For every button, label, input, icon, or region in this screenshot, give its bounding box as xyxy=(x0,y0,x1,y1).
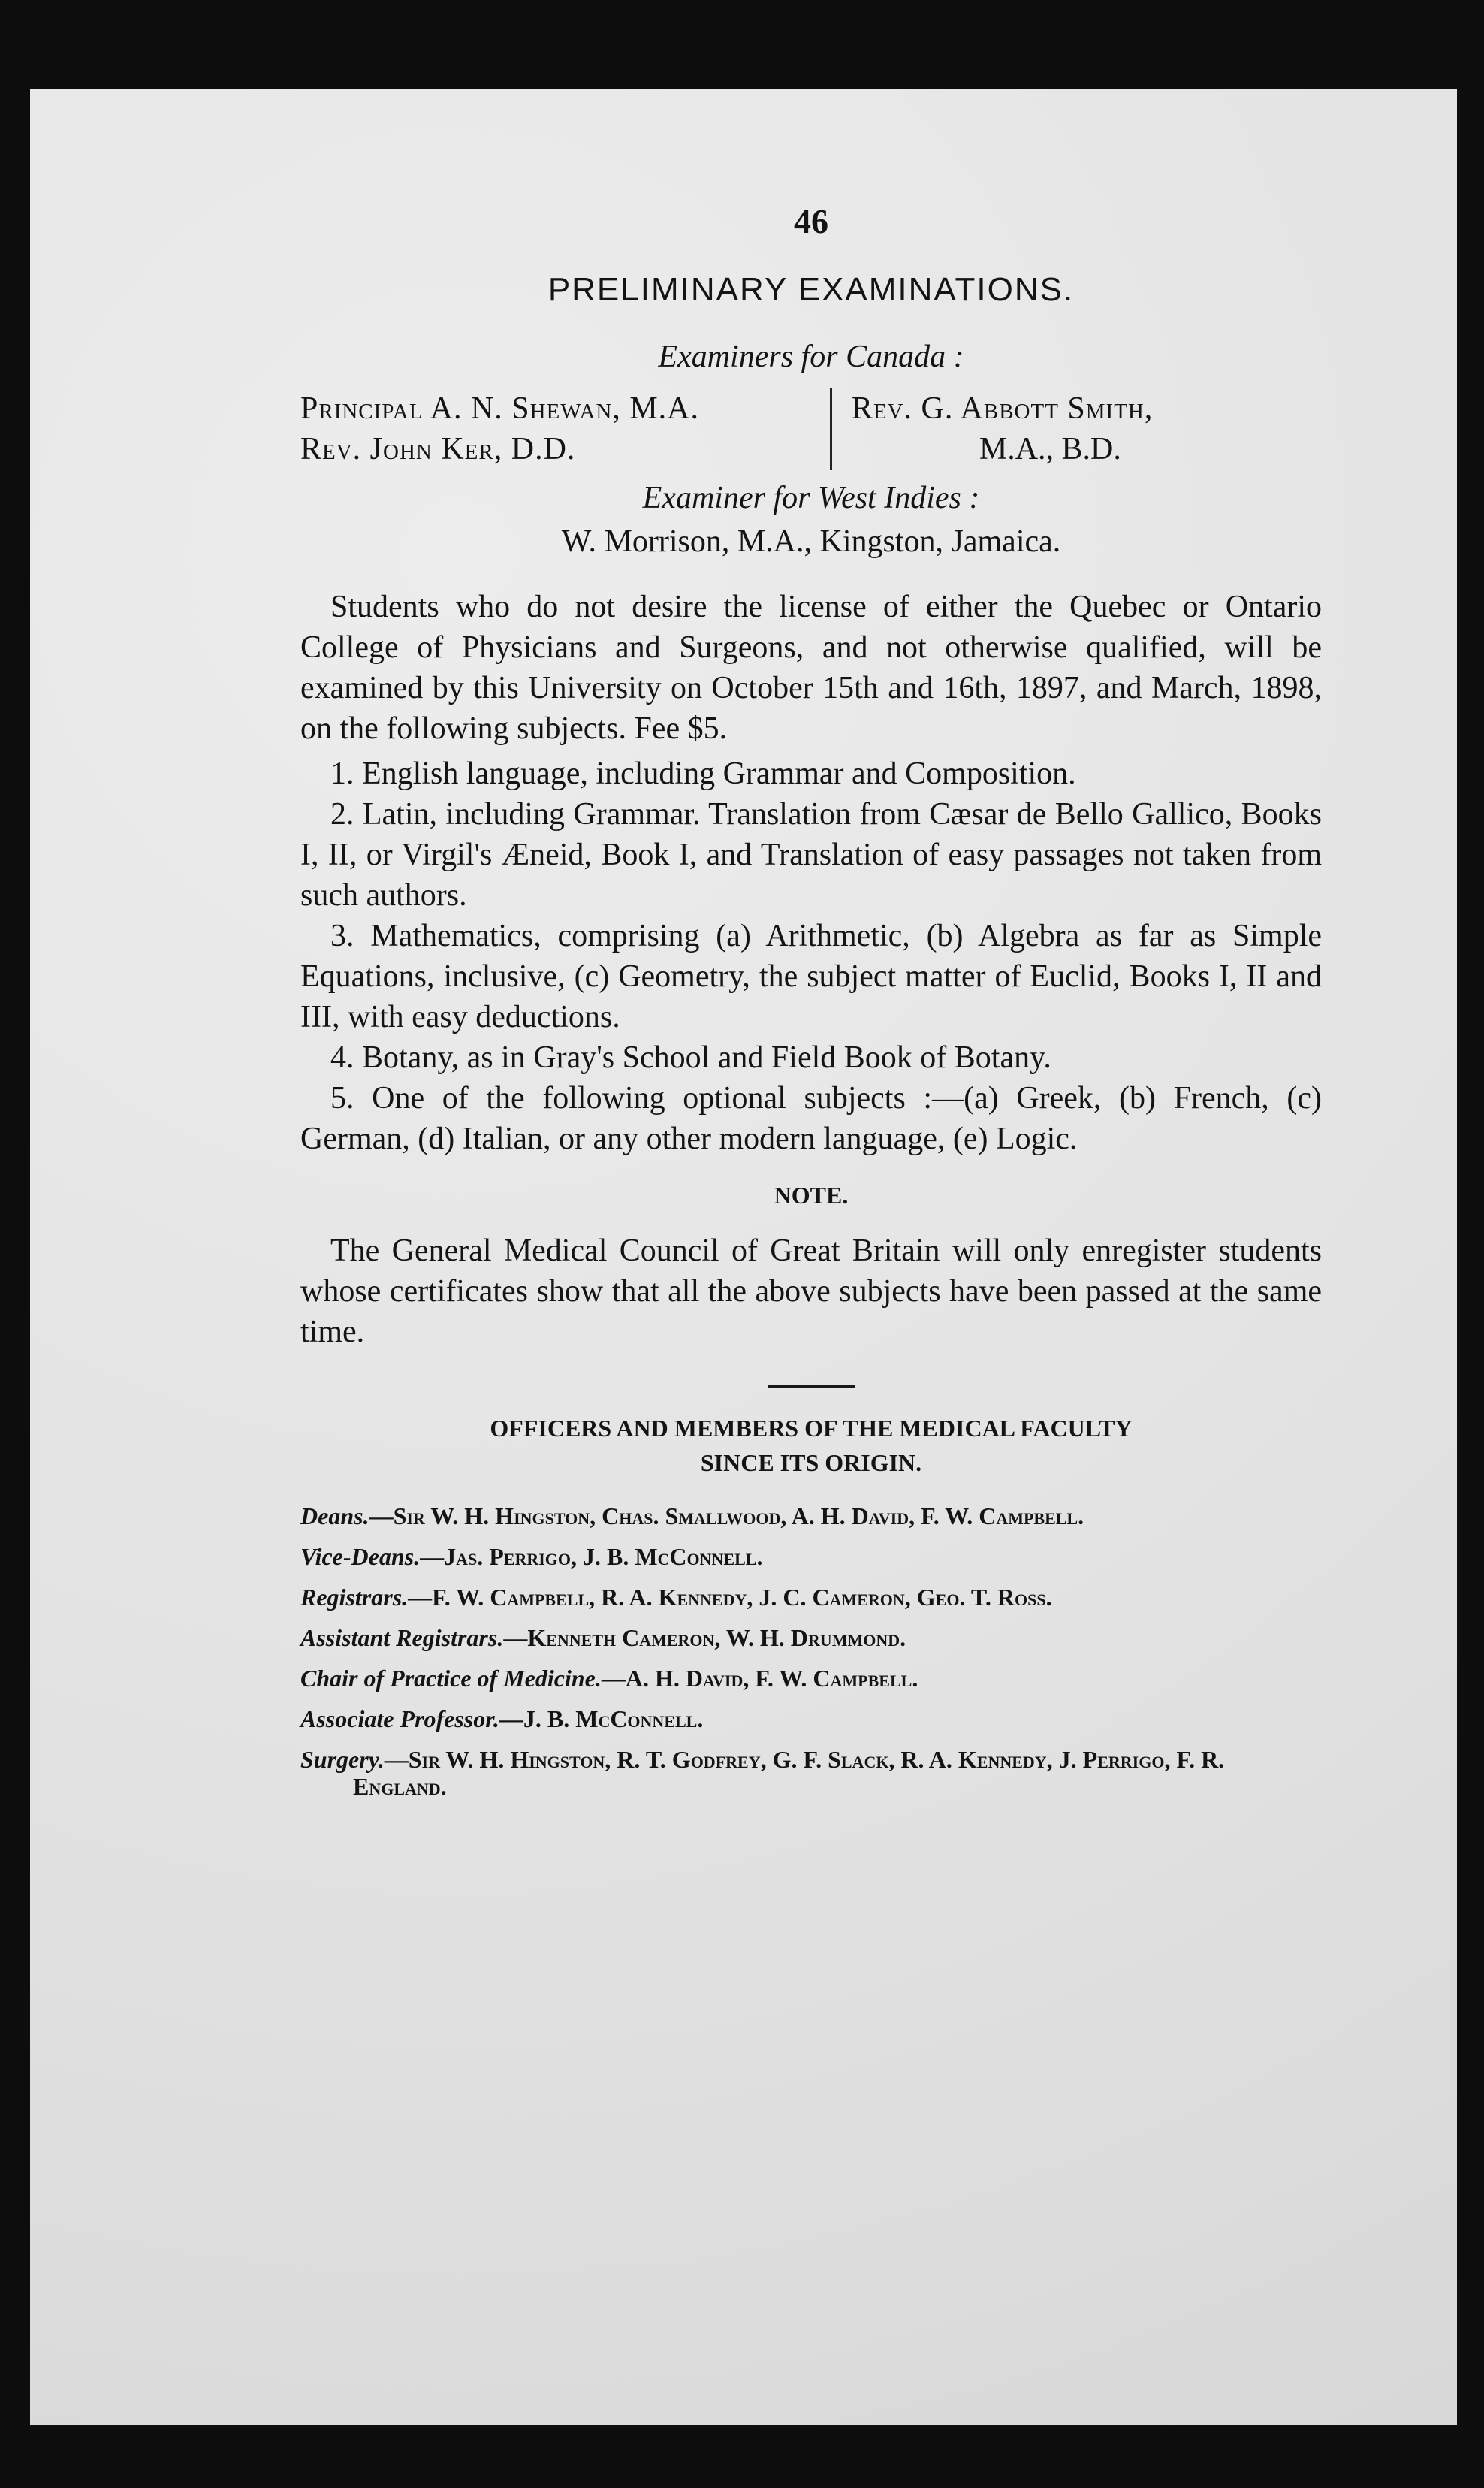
section-title: PRELIMINARY EXAMINATIONS. xyxy=(547,271,1075,308)
page-content xyxy=(300,201,1322,1813)
examiner-west-name: W. Morrison, M.A., Kingston, Jamaica. xyxy=(561,524,1061,559)
officer-names: —F. W. Campbell, R. A. Kennedy, J. C. Cameron, Geo. T. Ross. xyxy=(408,1584,1052,1611)
examiners-canada-list xyxy=(300,388,1322,470)
officers-list xyxy=(300,1502,1322,1800)
note-text: The General Medical Council of Great Britain will only enregister students whose certificates show that all the above subjects have been passed at the same time. xyxy=(300,1233,1322,1349)
subject-item: 5. One of the following optional subjects :—(a) Greek, (b) French, (c) German, (d) Italian, or any other modern language, (e) Logic. xyxy=(300,1081,1322,1156)
subjects-list xyxy=(300,753,1322,1159)
officer-role: Associate Professor. xyxy=(300,1705,499,1732)
examiners-right-column xyxy=(832,388,1322,470)
examiners-canada-heading: Examiners for Canada : xyxy=(658,340,964,374)
officers-heading-line: SINCE ITS ORIGIN. xyxy=(700,1449,922,1476)
section-divider xyxy=(768,1385,855,1388)
officer-entry xyxy=(300,1502,1322,1529)
examiner-name: Principal A. N. Shewan, M.A. xyxy=(300,391,700,426)
officer-role: Surgery. xyxy=(300,1746,385,1773)
subject-item: 4. Botany, as in Gray's School and Field Book of Botany. xyxy=(330,1040,1051,1075)
scanned-page xyxy=(30,89,1457,2425)
examiner-west-heading: Examiner for West Indies : xyxy=(642,481,980,515)
officer-names: —Sir W. H. Hingston, R. T. Godfrey, G. F. Slack, R. A. Kennedy, J. Perrigo, F. R. England. xyxy=(353,1746,1225,1800)
officer-role: Assistant Registrars. xyxy=(300,1624,504,1651)
page-number: 46 xyxy=(794,202,828,240)
officer-role: Chair of Practice of Medicine. xyxy=(300,1665,602,1692)
examiner-name: Rev. G. Abbott Smith, xyxy=(851,391,1154,426)
subject-item: 2. Latin, including Grammar. Translation from Cæsar de Bello Gallico, Books I, II, or Virgil's Æneid, Book I, and Translation of easy passages not taken from such authors. xyxy=(300,797,1322,913)
officer-entry xyxy=(300,1584,1322,1611)
officer-entry xyxy=(300,1746,1322,1800)
officer-names: —Jas. Perrigo, J. B. McConnell. xyxy=(420,1543,763,1570)
officer-entry xyxy=(300,1705,1322,1732)
intro-paragraph: Students who do not desire the license of either the Quebec or Ontario College of Physicians and Surgeons, and not otherwise qualified, will be examined by this University on October 15th and 16th, 1897, and March, 1898, on the following subjects. Fee $5. xyxy=(300,590,1322,746)
officers-heading xyxy=(300,1411,1322,1480)
officer-names: —A. H. David, F. W. Campbell. xyxy=(601,1665,918,1692)
officer-role: Deans. xyxy=(300,1502,369,1529)
examiner-name: Rev. John Ker, D.D. xyxy=(300,432,576,466)
officer-entry xyxy=(300,1665,1322,1692)
examiner-degrees: M.A., B.D. xyxy=(979,432,1121,466)
officer-names: —Sir W. H. Hingston, Chas. Smallwood, A. H. David, F. W. Campbell. xyxy=(369,1502,1084,1529)
officer-entry xyxy=(300,1543,1322,1570)
officer-names: —J. B. McConnell. xyxy=(499,1705,704,1732)
officer-entry xyxy=(300,1624,1322,1651)
subject-item: 1. English language, including Grammar and Composition. xyxy=(330,756,1076,791)
officer-names: —Kenneth Cameron, W. H. Drummond. xyxy=(503,1624,906,1651)
note-heading: NOTE. xyxy=(774,1182,849,1209)
officer-role: Vice-Deans. xyxy=(300,1543,421,1570)
examiners-left-column xyxy=(300,388,832,470)
officer-role: Registrars. xyxy=(300,1584,409,1611)
subject-item: 3. Mathematics, comprising (a) Arithmetic, (b) Algebra as far as Simple Equations, inclusive, (c) Geometry, the subject matter of Euclid, Books I, II and III, with easy deductions. xyxy=(300,919,1322,1034)
officers-heading-line: OFFICERS AND MEMBERS OF THE MEDICAL FACULTY xyxy=(490,1415,1133,1442)
